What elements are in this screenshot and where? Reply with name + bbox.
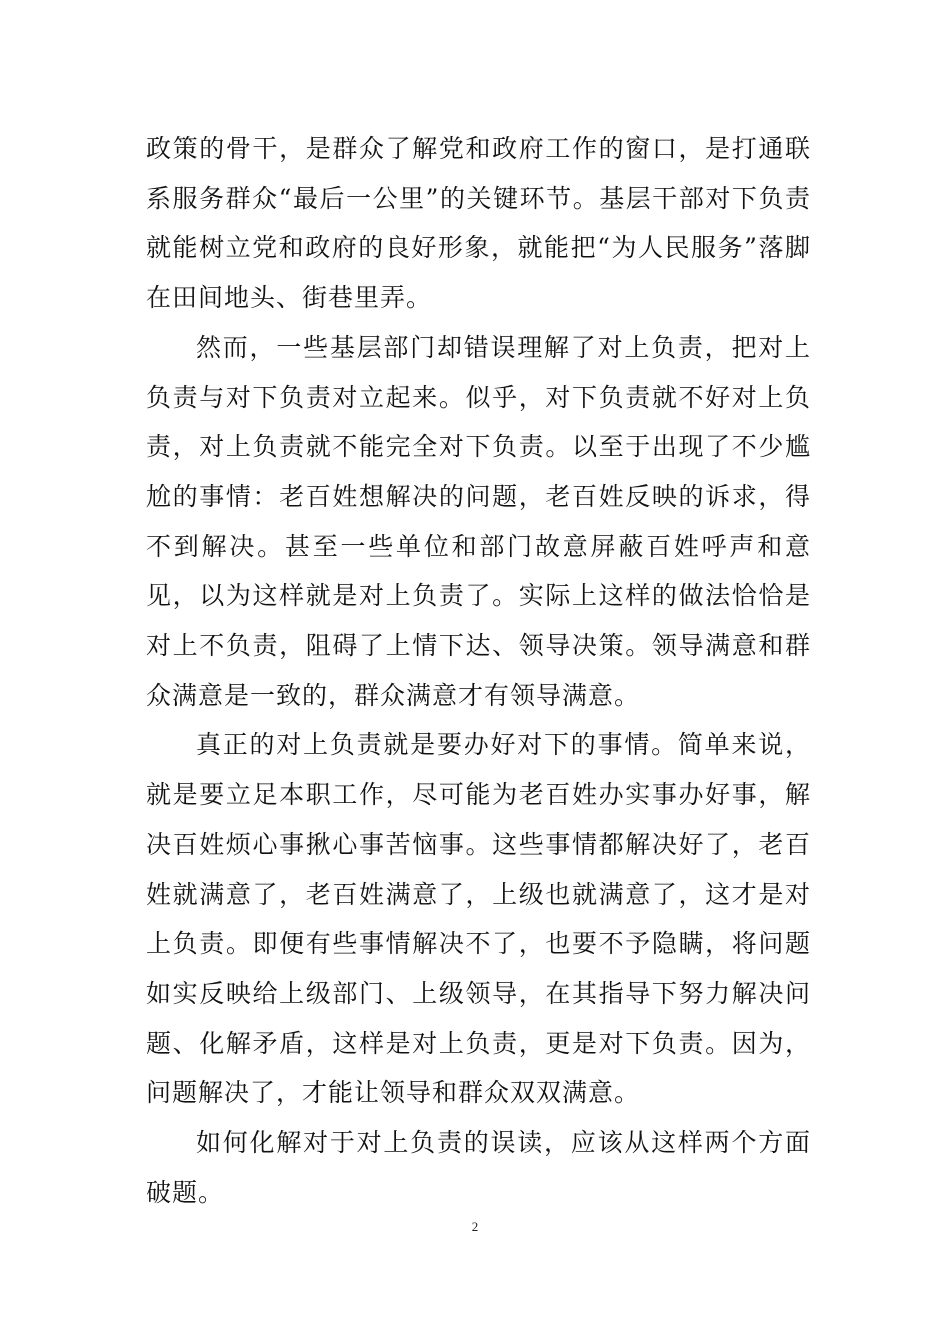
paragraph: 如何化解对于对上负责的误读，应该从这样两个方面破题。 <box>146 1128 811 1207</box>
page-number: 2 <box>471 1219 479 1234</box>
paragraph-continued: 政策的骨干，是群众了解党和政府工作的窗口，是打通联系服务群众“最后一公里”的关键环节。基层干部对下负责就能树立党和政府的良好形象，就能把“为人民服务”落脚在田间地头、街巷里弄。 <box>146 134 811 313</box>
paragraph: 然而，一些基层部门却错误理解了对上负责，把对上负责与对下负责对立起来。似乎，对下负责就不好对上负责，对上负责就不能完全对下负责。以至于出现了不少尴尬的事情：老百姓想解决的问题，老百姓反映的诉求，得不到解决。甚至一些单位和部门故意屏蔽百姓呼声和意见，以为这样就是对上负责了。实际上这样的做法恰恰是对上不负责，阻碍了上情下达、领导决策。领导满意和群众满意是一致的，群众满意才有领导满意。 <box>146 332 811 710</box>
body-text <box>146 124 811 1217</box>
paragraph: 真正的对上负责就是要办好对下的事情。简单来说，就是要立足本职工作，尽可能为老百姓办实事办好事，解决百姓烦心事揪心事苦恼事。这些事情都解决好了，老百姓就满意了，老百姓满意了，上级也就满意了，这才是对上负责。即便有些事情解决不了，也要不予隐瞒，将问题如实反映给上级部门、上级领导，在其指导下努力解决问题、化解矛盾，这样是对上负责，更是对下负责。因为，问题解决了，才能让领导和群众双双满意。 <box>146 730 811 1108</box>
